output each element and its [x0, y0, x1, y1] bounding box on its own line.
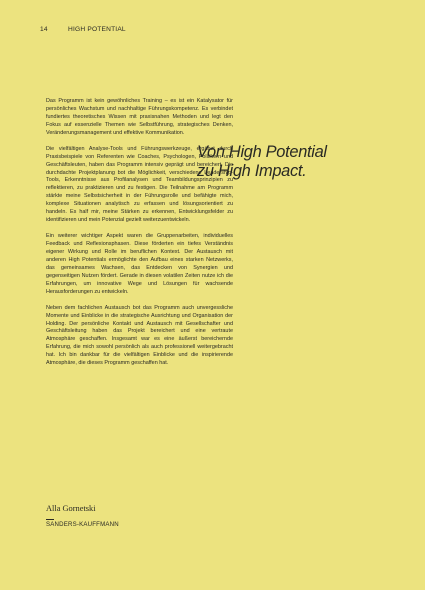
author-company: SANDERS-KAUFFMANN [46, 521, 119, 528]
pull-quote-line: zu High Impact. [197, 162, 307, 180]
paragraph: Neben dem fachlichen Austausch bot das Programm auch unvergessliche Momente und Einblicke in die strategische Ausrichtung und Organisation der Holding. Der persönliche Kontakt und Austausch mit Gesellschafter und Geschäftsleitung haben das Projekt bereichert und eine vertraute Atmosphäre geschaffen. Insgesamt war es eine äußerst bereichernde Erfahrung, die mich sowohl persönlich als auch professionell weitergebracht hat. Ich bin dankbar für die vielfältigen Einblicke und die inspirierende Atmosphäre, die dieses Programm geschaffen hat. [46, 304, 233, 367]
pull-quote [197, 143, 327, 181]
paragraph: Die vielfältigen Analyse-Tools und Führungswerkzeuge, ergänzt durch Praxisbeispiele von Referenten wie Coaches, Psychologen, Politikern und Geschäftsleuten, haben das Programm intensiv geprägt und bereichert. Die durchdachte Projektplanung bot die Möglichkeit, verschiedene Leadership-Tools, Erkenntnisse aus Profilanalysen und Teambildungsprinzipien zu reflektieren, zu praktizieren und zu festigen. Die Teilnahme am Programm stärkte meine Selbstsicherheit in der Führungsrolle und befähigte mich, komplexe Situationen analytisch zu erfassen und lösungsorientiert zu handeln. Es half mir, meine Stärken zu erkennen, Entwicklungsfelder zu identifizieren und mein Potenzial gezielt weiterzuentwickeln. [46, 145, 233, 224]
paragraph: Das Programm ist kein gewöhnliches Training – es ist ein Katalysator für persönliches Wachstum und nachhaltige Führungskompetenz. Es verbindet fundiertes theoretisches Wissen mit praxisnahen Methoden und legt den Fokus auf essenzielle Themen wie Selbstführung, strategisches Denken, Veränderungsmanagement und effektive Kommunikation. [46, 98, 233, 136]
author-name: Alla Gornetski [46, 504, 96, 513]
article-body [46, 98, 233, 376]
pull-quote-line: Von High Potential [197, 143, 327, 161]
page-number: 14 [40, 26, 48, 33]
section-title: HIGH POTENTIAL [68, 26, 126, 33]
paragraph: Ein weiterer wichtiger Aspekt waren die Gruppenarbeiten, individuelles Feedback und Reflexionsphasen. Diese förderten ein tiefes Verständnis eigener Wirkung und Rolle im beruflichen Kontext. Der Austausch mit anderen High Potentials ermöglichte den Aufbau eines starken Netzwerks, das gemeinsames Wachsen, das Entdecken von Synergien und gegenseitigen Nutzen fördert. Gerade in diesen volatilen Zeiten nutze ich die Erfahrungen, um innovative Wege und Lösungen für wachsende Herausforderungen zu entwickeln. [46, 233, 233, 295]
page-header [40, 26, 126, 33]
divider [46, 519, 54, 520]
